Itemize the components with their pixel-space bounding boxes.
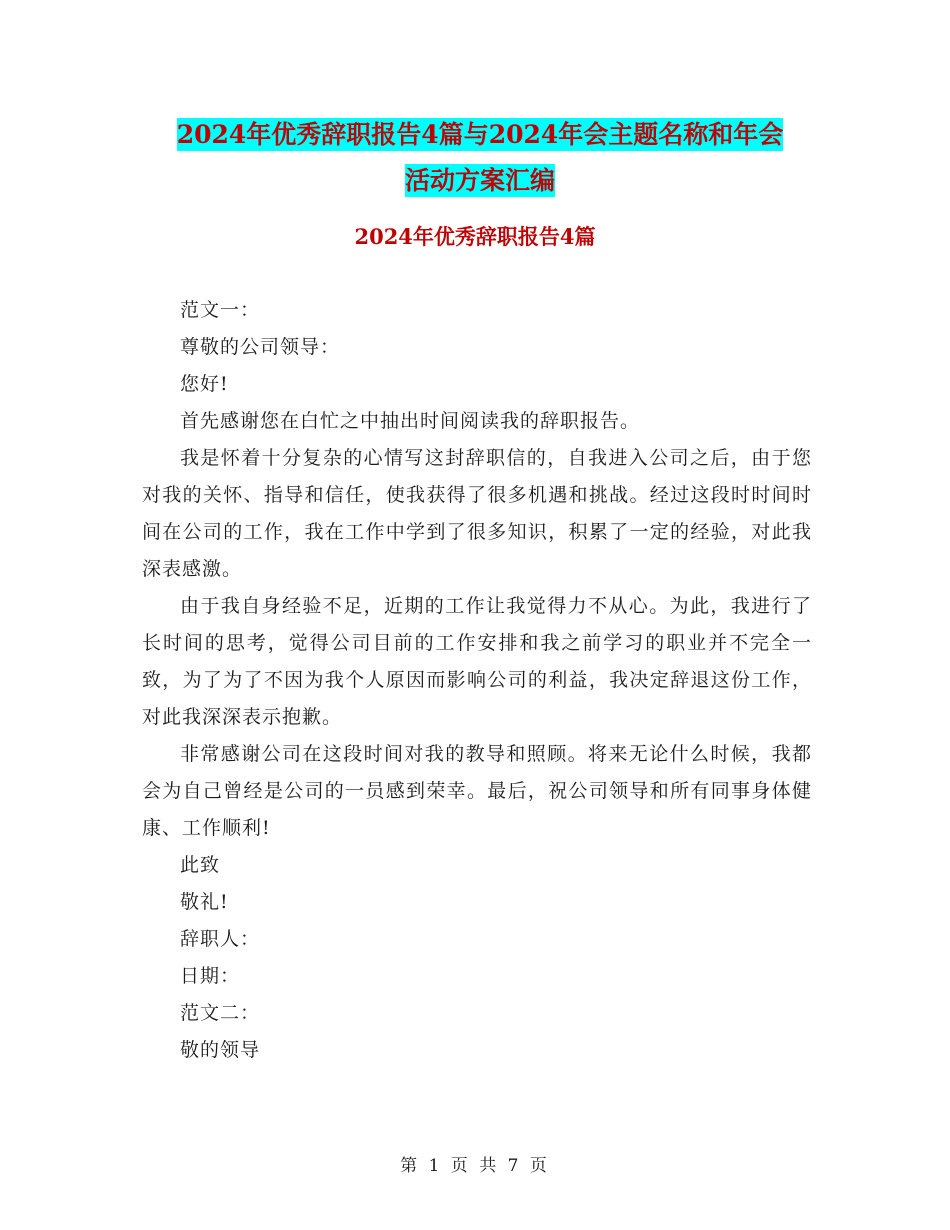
paragraph: 敬礼! — [180, 891, 229, 913]
title-line-2: 活动方案汇编 — [404, 166, 555, 195]
paragraph: 日期： — [180, 965, 241, 987]
document-title — [140, 112, 820, 204]
page-number-footer: 第 1 页 共 7 页 — [400, 1156, 550, 1176]
paragraph: 首先感谢您在白忙之中抽出时间阅读我的辞职报告。 — [180, 410, 641, 432]
paragraph: 敬的领导 — [180, 1039, 261, 1061]
paragraph: 范文一： — [180, 299, 261, 321]
paragraph: 尊敬的公司领导： — [180, 336, 341, 358]
paragraph: 此致 — [180, 854, 221, 876]
section-heading: 2024年优秀辞职报告4篇 — [354, 224, 596, 249]
paragraph: 由于我自身经验不足，近期的工作让我觉得力不从心。为此，我进行了长时间的思考，觉得公司目前的工作安排和我之前学习的职业并不完全一致，为了为了不因为我个人原因而影响公司的利益，我决定辞退这份工作，对此我深深表示抱歉。 — [142, 595, 812, 728]
paragraph: 非常感谢公司在这段时间对我的教导和照顾。将来无论什么时候，我都会为自己曾经是公司的一员感到荣幸。最后，祝公司领导和所有同事身体健康、工作顺利! — [142, 743, 812, 839]
paragraph: 您好! — [180, 373, 229, 395]
paragraph: 辞职人： — [180, 928, 261, 950]
paragraph: 范文二： — [180, 1002, 261, 1024]
title-line-1: 2024年优秀辞职报告4篇与2024年会主题名称和年会 — [176, 120, 784, 149]
paragraph: 我是怀着十分复杂的心情写这封辞职信的，自我进入公司之后，由于您对我的关怀、指导和信任，使我获得了很多机遇和挑战。经过这段时时间时间在公司的工作，我在工作中学到了很多知识，积累了一定的经验，对此我深表感激。 — [142, 447, 812, 580]
document-body — [142, 292, 812, 1069]
